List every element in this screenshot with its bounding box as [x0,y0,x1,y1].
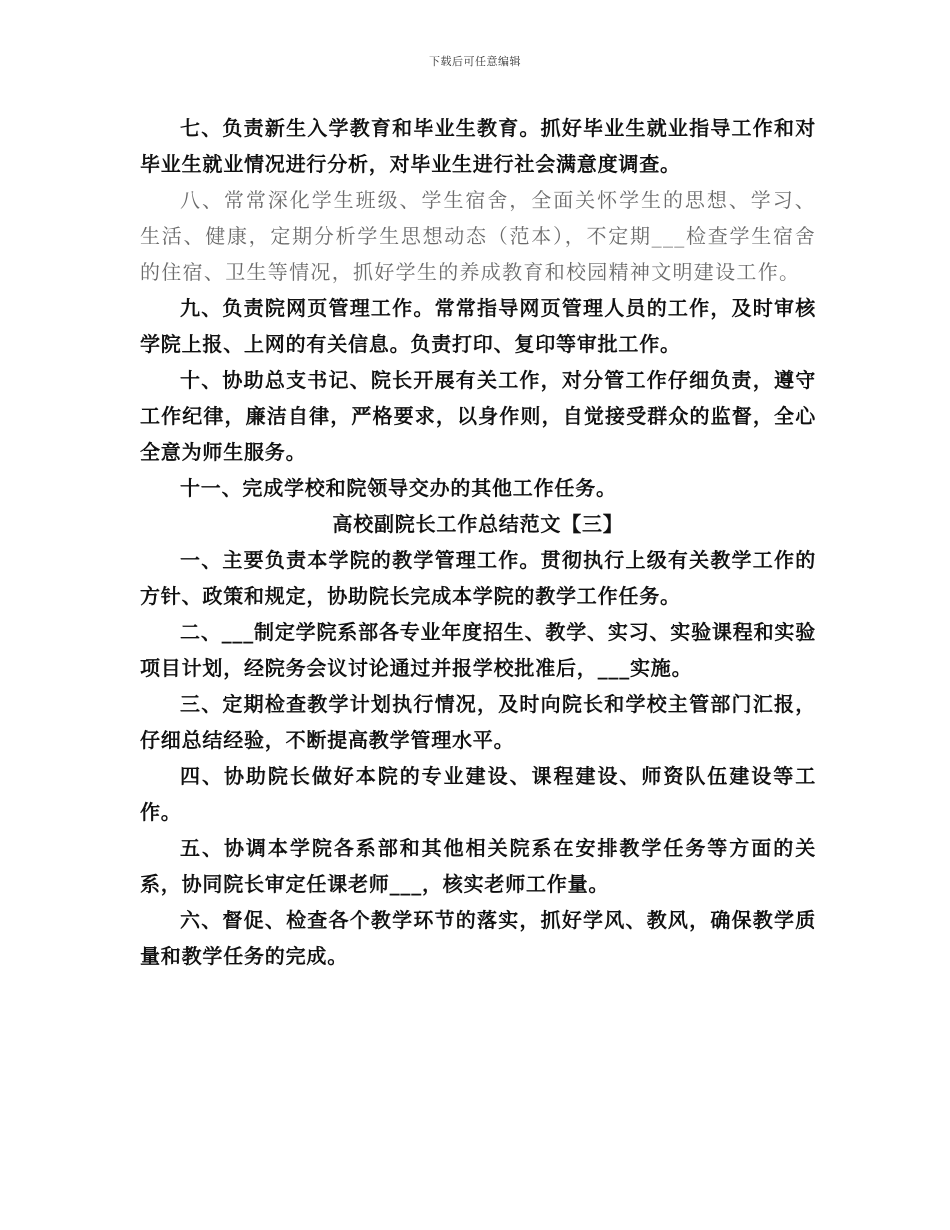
section-title: 高校副院长工作总结范文【三】 [332,512,624,536]
paragraph-two: 二、___制定学院系部各专业年度招生、教学、实习、实验课程和实验项目计划，经院务会议讨论通过并报学校批准后，___实施。 [140,620,816,680]
paragraph-four: 四、协助院长做好本院的专业建设、课程建设、师资队伍建设等工作。 [140,764,816,824]
paragraph-five: 五、协调本学院各系部和其他相关院系在安排教学任务等方面的关系，协同院长审定任课老师___，核实老师工作量。 [140,836,816,896]
paragraph-six: 六、督促、检查各个教学环节的落实，抓好学风、教风，确保教学质量和教学任务的完成。 [140,908,816,968]
document-body [140,110,816,974]
paragraph-three: 三、定期检查教学计划执行情况，及时向院长和学校主管部门汇报，仔细总结经验，不断提高教学管理水平。 [140,692,816,752]
page-header: 下载后可任意编辑 [429,55,521,68]
paragraph-nine: 九、负责院网页管理工作。常常指导网页管理人员的工作，及时审核学院上报、上网的有关信息。负责打印、复印等审批工作。 [140,296,816,356]
paragraph-one: 一、主要负责本学院的教学管理工作。贯彻执行上级有关教学工作的方针、政策和规定，协助院长完成本学院的教学工作任务。 [140,548,816,608]
paragraph-ten: 十、协助总支书记、院长开展有关工作，对分管工作仔细负责，遵守工作纪律，廉洁自律，严格要求，以身作则，自觉接受群众的监督，全心全意为师生服务。 [140,368,816,464]
paragraph-eleven: 十一、完成学校和院领导交办的其他工作任务。 [180,476,617,500]
paragraph-seven: 七、负责新生入学教育和毕业生教育。抓好毕业生就业指导工作和对毕业生就业情况进行分析，对毕业生进行社会满意度调查。 [140,116,816,176]
paragraph-eight: 八、常常深化学生班级、学生宿舍，全面关怀学生的思想、学习、生活、健康，定期分析学生思想动态（范本），不定期___检查学生宿舍的住宿、卫生等情况，抓好学生的养成教育和校园精神文明建设工作。 [140,188,816,284]
